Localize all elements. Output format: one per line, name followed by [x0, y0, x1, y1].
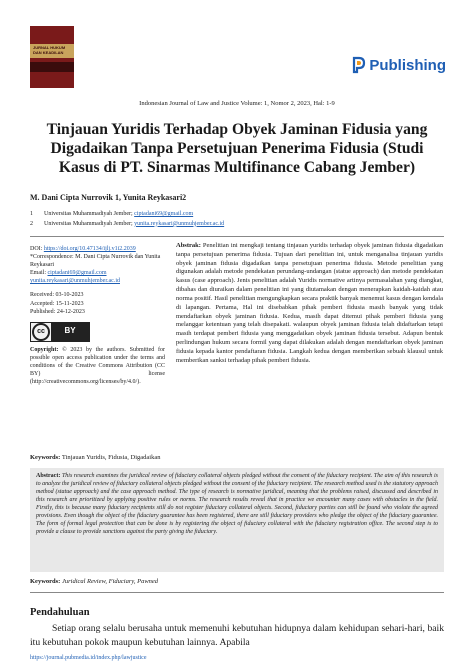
affiliation-2: [30, 220, 224, 230]
keywords-text: Tinjauan Yuridis, Fidusia, Digadaikan: [60, 454, 161, 461]
article-info-sidebar: [30, 245, 165, 386]
email-link-2[interactable]: yunita.reykasari@unmuhjember.ac.id: [30, 278, 120, 285]
affiliations: [30, 210, 224, 229]
affiliation-text: Universitas Muhammadiyah Jember;: [44, 220, 135, 227]
keywords-label: Keywords:: [30, 454, 61, 461]
copyright-label: Copyright:: [30, 346, 59, 353]
cc-by-license-badge[interactable]: [30, 322, 90, 342]
affiliation-email-link[interactable]: ciptadani69@gmail.com: [134, 211, 194, 217]
abstrak-section: [176, 242, 443, 366]
received-date: Received: 03-10-2023: [30, 292, 84, 299]
doi-block: [30, 245, 165, 285]
email-link-1[interactable]: ciptadani69@gmail.com: [47, 270, 107, 277]
divider: [30, 236, 444, 237]
abstract-text: This research examines the juridical review of fiduciary collateral objects pledged without the consent of the fiduciary recipient. The aim of this research is to analyze the juridical review of fiduciary collateral objects pledged without the consent of the fiduciary recipient. The research method used is the statutory approach method (statue approach) and the case approach method. The type of research is normative juridical, meaning that the problems raised, discussed and described in this research are prioritized by applying positive rules or norms. The research results reveal that in practice we encounter many cases with obstacles in the field. Firstly, this is because many fiduciary recipients still do not register fiduciary collateral objects. Second, fiduciary parties can still be found who violate the agreed provisions. Even though the object of the fiduciary guarantee has been registered, there are still fiduciary providers who pledge the object of the fiduciary guarantee. The form of formal legal protection that can be done is by registering the object of fiduciary collateral with the fiduciary registration office. The second step is to provide a clause to provide sanctions against the party giving the fiduciary.: [36, 473, 438, 535]
abstrak-label: Abstrak:: [176, 242, 201, 249]
running-header: Indonesian Journal of Law and Justice Volume: 1, Nomor 2, 2023, Hal: 1-9: [139, 100, 335, 107]
affiliation-email-link[interactable]: yunita.reykasari@unmuhjember.ac.id: [134, 220, 225, 227]
journal-cover-image: [30, 26, 74, 88]
intro-paragraph: Setiap orang selalu berusaha untuk memenuhi kebutuhan hidupnya dalam kehidupan sehari-hari, baik itu kebutuhan pokok maupun kebutuhan lainnya. Apabila: [30, 623, 444, 649]
affiliation-number: 1: [30, 211, 33, 217]
cc-logo-icon: cc: [32, 323, 50, 341]
correspondence: *Correspondence: M. Dani Cipta Nurrovik dan Yunita Reykasari: [30, 254, 161, 269]
keywords-text: Juridical Review, Fiduciary, Pawned: [60, 578, 159, 585]
keywords-label: Keywords:: [30, 578, 61, 585]
author-list: M. Dani Cipta Nurrovik 1, Yunita Reykasari2: [30, 193, 187, 202]
cc-by-label: BY: [51, 323, 89, 341]
affiliation-number: 2: [30, 220, 33, 227]
copyright-text: © 2023 by the authors. Submitted for possible open access publication under the terms and conditions of the Creative Commons Attribution (CC BY) license (http://creativecommons.org/licenses/by/4.0/).: [30, 346, 166, 386]
accepted-date: Accepted: 15-11-2023: [30, 300, 84, 307]
copyright-notice: [30, 346, 165, 386]
affiliation-1: [30, 210, 224, 220]
section-heading: Pendahuluan: [30, 607, 90, 618]
publisher-mark-icon: [351, 56, 367, 74]
email-line: [30, 269, 165, 277]
divider: [30, 592, 444, 593]
english-abstract-box: [30, 468, 444, 572]
keywords-english: [30, 578, 158, 585]
doi-label: DOI:: [30, 246, 44, 252]
published-date: Published: 24-12-2023: [30, 308, 85, 315]
cover-label: JURNAL HUKUM DAN KEADILAN: [33, 45, 66, 55]
email-label: Email:: [30, 270, 48, 277]
doi-link[interactable]: https://doi.org/10.47134/ijlj.v1i2.2039: [43, 246, 136, 252]
dates-block: [30, 291, 165, 315]
publisher-logo: [351, 56, 446, 74]
cover-band-dark: [30, 62, 74, 72]
keywords-indonesian: [30, 454, 161, 461]
affiliation-text: Universitas Muhammadiyah Jember;: [44, 211, 135, 217]
footer-journal-url[interactable]: https://journal.pubmedia.id/index.php/lawjustice: [30, 655, 147, 661]
publisher-name: Publishing: [369, 56, 446, 74]
paper-title: Tinjauan Yuridis Terhadap Obyek Jaminan Fidusia yang Digadaikan Tanpa Persetujuan Penerima Fidusia (Studi Kasus di PT. Sinarmas Multifinance Cabang Jember): [46, 121, 428, 177]
abstrak-text: Penelitian ini mengkaji tentang tinjauan yuridis terhadap obyek jaminan fidusia digadaikan tanpa persetujuan penerima fidusia. Tujuan dari penelitian ini, untuk menganalisa tinjauan yuridis obyek jaminan fidusia digadaikan tanpa persetujuan penerima fidusia. Metode penelitian yang digunakan adalah metode pendekatan perundang-undangan (statue approach) dan metode pendekatan kasus (case approach). Jenis penelitian adalah Yuridis normative artinya permasalahan yang diangkat, dibahas dan diuraikan dalam penelitian ini yang diutamakan dengan menerapkan kaidah-kaidah atau norma positif. Hasil penelitian mengungkapkan secara praktik banyak menemui kasus dengan kendala di lapangan. Pertama, Hal ini disebabkan pihak pemberi fidusia masih banyak yang tidak mendaftarkan obyek jaminan fidusia. Kedua, masih dapat ditemui pihak pemberi fidusia yang melanggar ketentuan yang telah disepakati. walaupun obyek jaminan fidusia telah didaftarkan tetapi masih terdapat pemberi fidusia yang menggadaikan obyek jaminan fidusia tersebut. Adapun bentuk perlindungan hukum secara formil yang dapat dilakukan adalah dengan mendaftarkan obyek jaminan fidusia kepada kantor pendaftaran fidusia. Langkah kedua dengan memberikan sebuah klausul untuk memberikan sanksi terhadap pihak pemberi fidusia.: [176, 242, 444, 364]
abstract-label: Abstract:: [36, 473, 61, 479]
